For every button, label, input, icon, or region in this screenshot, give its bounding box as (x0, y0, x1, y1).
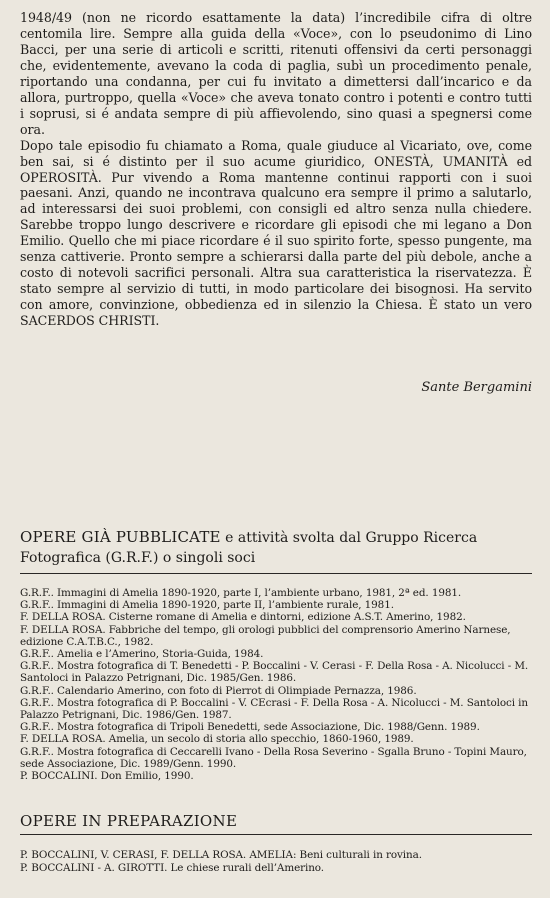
list-item: P. BOCCALINI, V. CERASI, F. DELLA ROSA. AMELIA: Beni culturali in rovina. (20, 849, 422, 861)
list-item: G.R.F.. Mostra fotografica di Tripoli Benedetti, sede Associazione, Dic. 1988/Genn. 1989. (20, 721, 480, 734)
section-divider (20, 573, 532, 574)
in-preparation-list (20, 849, 532, 875)
list-item: G.R.F.. Immagini di Amelia 1890-1920, parte II, l’ambiente rurale, 1981. (20, 599, 394, 612)
author-signature: Sante Bergamini (421, 380, 532, 395)
published-works-list (20, 587, 532, 782)
article-paragraph: 1948/49 (non ne ricordo esattamente la data) l’incredibile cifra di oltre centomila lire. Sempre alla guida della «Voce», con lo pseudonimo di Lino Bacci, per una serie di articoli e scritti, ritenuti offensivi da certi personaggi che, evidentemente, avevano la coda di paglia, subì un procedimento penale, riportando una condanna, per cui fu invitato a dimettersi dall’incarico e da allora, purtroppo, quella «Voce» che aveva tonato contro i potenti e contro tutti i soprusi, si é andata sempre di più affievolendo, sino quasi a spegnersi come ora. (20, 10, 532, 137)
list-item: F. DELLA ROSA. Amelia, un secolo di storia allo specchio, 1860-1960, 1989. (20, 733, 414, 746)
list-item: P. BOCCALINI. Don Emilio, 1990. (20, 770, 194, 783)
article-body (20, 10, 532, 329)
article-paragraph: Dopo tale episodio fu chiamato a Roma, quale giuduce al Vicariato, ove, come ben sai, si é distinto per il suo acume giuridico, ONESTÀ, UMANITÀ ed OPEROSITÀ. Pur vivendo a Roma mantenne continui rapporti con i suoi paesani. Anzi, quando ne incontrava qualcuno era sempre il primo a salutarlo, ad interessarsi dei suoi problemi, con consigli ed altro senza nulla chiedere. Sarebbe troppo lungo descrivere e ricordare gli episodi che mi legano a Don Emilio. Quello che mi piace ricordare é il suo spirito forte, spesso pungente, ma senza cattiverie. Pronto sempre a schierarsi dalla parte del più debole, anche a costo di notevoli sacrifici personali. Altra sua caratteristica la riservatezza. È stato sempre al servizio di tutti, in modo particolare dei bisognosi. Ha servito con amore, convinzione, obbedienza ed in silenzio la Chiesa. È stato un vero SACERDOS CHRISTI. (20, 137, 532, 329)
list-item: G.R.F.. Mostra fotografica di P. Boccalini - V. CEcrasi - F. Della Rosa - A. Nicolucci - M. Santoloci in Palazzo Petrignani, Dic. 1986/Gen. 1987. (20, 696, 528, 722)
list-item: F. DELLA ROSA. Fabbriche del tempo, gli orologi pubblici del comprensorio Amerino Narnese, edizione C.A.T.B.C., 1982. (20, 623, 511, 648)
published-works-heading (20, 527, 532, 568)
list-item: G.R.F.. Amelia e l’Amerino, Storia-Guida, 1984. (20, 648, 264, 661)
list-item: G.R.F.. Calendario Amerino, con foto di Pierrot di Olimpiade Pernazza, 1986. (20, 684, 417, 697)
list-item: P. BOCCALINI - A. GIROTTI. Le chiese rurali dell’Amerino. (20, 862, 324, 874)
published-works-title: OPERE GIÀ PUBBLICATE (20, 528, 221, 546)
list-item: G.R.F.. Immagini di Amelia 1890-1920, parte I, l’ambiente urbano, 1981, 2ª ed. 1981. (20, 587, 462, 599)
in-preparation-heading: OPERE IN PREPARAZIONE (20, 812, 238, 830)
published-works-subtitle: e attività svolta dal Gruppo Ricerca Fotografica (G.R.F.) o singoli soci (20, 530, 478, 566)
section-divider (20, 834, 532, 835)
list-item: G.R.F.. Mostra fotografica di T. Benedetti - P. Boccalini - V. Cerasi - F. Della Rosa - A. Nicolucci - M. Santoloci in Palazzo Petrignani, Dic. 1985/Gen. 1986. (20, 660, 529, 685)
list-item: F. DELLA ROSA. Cisterne romane di Amelia e dintorni, edizione A.S.T. Amerino, 1982. (20, 611, 466, 624)
list-item: G.R.F.. Mostra fotografica di Ceccarelli Ivano - Della Rosa Severino - Sgalla Bruno - Topini Mauro, sede Associazione, Dic. 1989/Genn. 1990. (20, 745, 527, 770)
